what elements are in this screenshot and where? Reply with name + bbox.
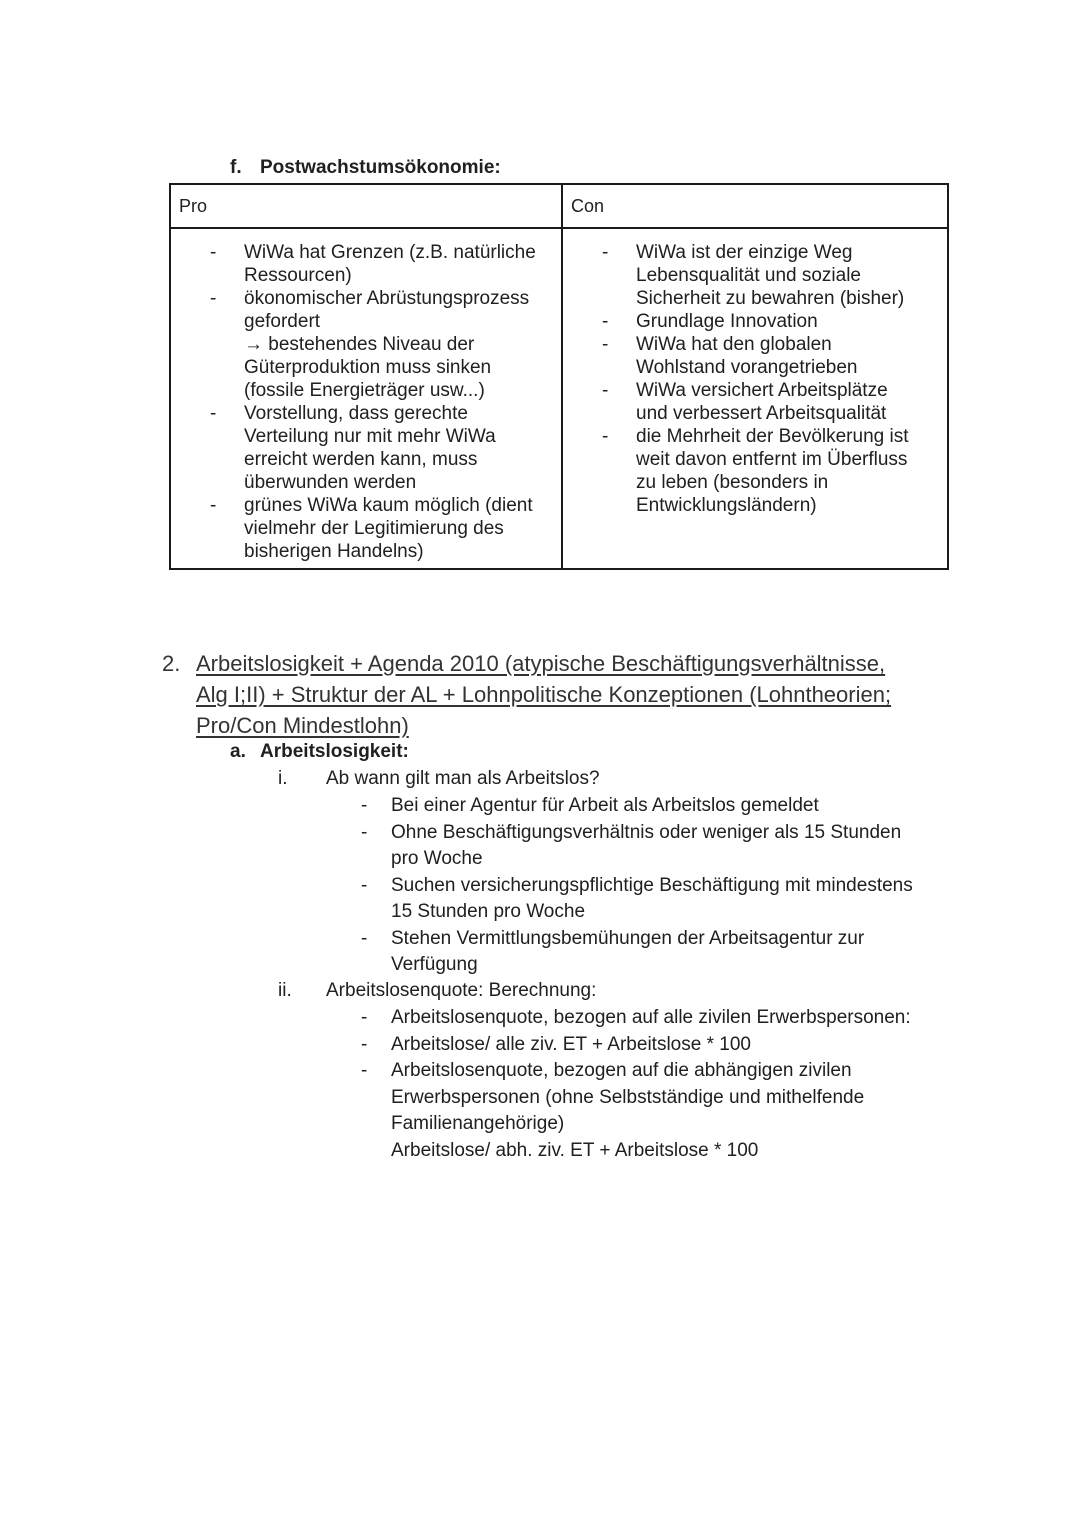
list-item-line: Familienangehörige) xyxy=(391,1113,565,1134)
section-f-heading xyxy=(230,157,501,179)
section-a-heading xyxy=(230,741,409,763)
section-f-title: Postwachstumsökonomie: xyxy=(260,157,501,178)
con-item-line: weit davon entfernt im Überfluss xyxy=(636,449,908,470)
con-item-line: - WiWa hat den globalen xyxy=(636,334,832,355)
pro-item-line: Verteilung nur mit mehr WiWa xyxy=(244,426,496,447)
pro-item-line: (fossile Energieträger usw...) xyxy=(244,380,485,401)
pro-item-line: überwunden werden xyxy=(244,472,417,493)
section-a-marker: a. xyxy=(230,741,246,762)
item-i-list xyxy=(358,793,913,979)
list-item-line: 15 Stunden pro Woche xyxy=(391,901,586,922)
con-item-line: zu leben (besonders in xyxy=(636,472,829,493)
pro-header: Pro xyxy=(170,184,562,228)
list-item xyxy=(358,926,913,979)
con-item-line: Entwicklungsländern) xyxy=(636,495,817,516)
section-2-title-line: Arbeitslosigkeit + Agenda 2010 (atypische Beschäftigungsverhältnisse, xyxy=(196,651,886,676)
pro-item xyxy=(171,241,555,287)
con-item xyxy=(563,425,941,517)
pro-item-line: - ökonomischer Abrüstungsprozess xyxy=(244,288,530,309)
section-2-title xyxy=(162,648,962,741)
pro-item-line: → bestehendes Niveau der xyxy=(244,334,475,355)
list-item xyxy=(358,793,913,820)
pro-item-line: - Vorstellung, dass gerechte xyxy=(244,403,468,424)
con-item-line: - WiWa ist der einzige Weg xyxy=(636,242,853,263)
list-item xyxy=(358,873,913,926)
section-f-marker: f. xyxy=(230,157,242,178)
item-i-marker: i. xyxy=(278,768,288,789)
con-item-line: - die Mehrheit der Bevölkerung ist xyxy=(636,426,909,447)
con-item-line: - WiWa versichert Arbeitsplätze xyxy=(636,380,888,401)
pro-con-table xyxy=(169,183,949,570)
list-item xyxy=(358,1058,911,1138)
list-item-line: - Arbeitslose/ alle ziv. ET + Arbeitslose * 100 xyxy=(391,1033,751,1055)
pro-item-line: gefordert xyxy=(244,311,321,332)
con-item xyxy=(563,241,941,310)
list-item-line: Erwerbspersonen (ohne Selbstständige und mithelfende xyxy=(391,1086,865,1108)
formula-line xyxy=(358,1138,911,1165)
list-item-line: - Ohne Beschäftigungsverhältnis oder weniger als 15 Stunden xyxy=(391,821,902,843)
formula-text: Arbeitslose/ abh. ziv. ET + Arbeitslose * 100 xyxy=(391,1139,759,1161)
item-i-heading xyxy=(278,768,600,790)
con-cell xyxy=(562,228,948,569)
pro-item xyxy=(171,402,555,494)
con-item xyxy=(563,310,941,333)
item-ii-title: Arbeitslosenquote: Berechnung: xyxy=(326,980,597,1001)
section-2-title-line: Pro/Con Mindestlohn) xyxy=(196,713,409,738)
list-item-line: - Bei einer Agentur für Arbeit als Arbeitslos gemeldet xyxy=(391,795,819,816)
pro-item xyxy=(171,287,555,402)
pro-item-line: - grünes WiWa kaum möglich (dient xyxy=(244,495,533,516)
pro-item-line: erreicht werden kann, muss xyxy=(244,449,478,470)
list-item-line: Verfügung xyxy=(391,954,478,975)
con-header: Con xyxy=(562,184,948,228)
con-list xyxy=(563,229,947,517)
section-2-title-line: Alg I;II) + Struktur der AL + Lohnpolitische Konzeptionen (Lohntheorien; xyxy=(196,682,892,707)
pro-item-line: bisherigen Handelns) xyxy=(244,541,424,562)
con-item-line: - Grundlage Innovation xyxy=(636,311,818,332)
list-item xyxy=(358,1032,911,1059)
pro-list xyxy=(171,229,561,563)
list-item-line: - Suchen versicherungspflichtige Beschäftigung mit mindestens xyxy=(391,874,913,896)
list-item xyxy=(358,820,913,873)
section-a-title: Arbeitslosigkeit: xyxy=(260,741,409,762)
pro-cell xyxy=(170,228,562,569)
list-item-line: - Arbeitslosenquote, bezogen auf die abhängigen zivilen xyxy=(391,1060,852,1081)
con-item-line: Lebensqualität und soziale xyxy=(636,265,862,286)
pro-item-line: - WiWa hat Grenzen (z.B. natürliche xyxy=(244,242,536,263)
list-item-line: pro Woche xyxy=(391,848,483,869)
pro-item-line: vielmehr der Legitimierung des xyxy=(244,518,504,539)
list-item-line: - Arbeitslosenquote, bezogen auf alle zivilen Erwerbspersonen: xyxy=(391,1007,911,1028)
con-item-line: Wohlstand vorangetrieben xyxy=(636,357,858,378)
section-2-heading xyxy=(162,648,962,741)
con-item xyxy=(563,333,941,379)
item-i-title: Ab wann gilt man als Arbeitslos? xyxy=(326,768,600,789)
item-ii-heading xyxy=(278,980,597,1002)
item-ii-marker: ii. xyxy=(278,980,292,1001)
pro-item-line: Ressourcen) xyxy=(244,265,352,286)
section-2-number: 2. xyxy=(162,651,181,676)
con-item-line: Sicherheit zu bewahren (bisher) xyxy=(636,288,905,309)
con-item xyxy=(563,379,941,425)
con-item-line: und verbessert Arbeitsqualität xyxy=(636,403,887,424)
list-item xyxy=(358,1005,911,1032)
list-item-line: - Stehen Vermittlungsbemühungen der Arbeitsagentur zur xyxy=(391,927,865,949)
pro-item xyxy=(171,494,555,563)
item-ii-list xyxy=(358,1005,911,1164)
pro-item-line: Güterproduktion muss sinken xyxy=(244,357,492,378)
